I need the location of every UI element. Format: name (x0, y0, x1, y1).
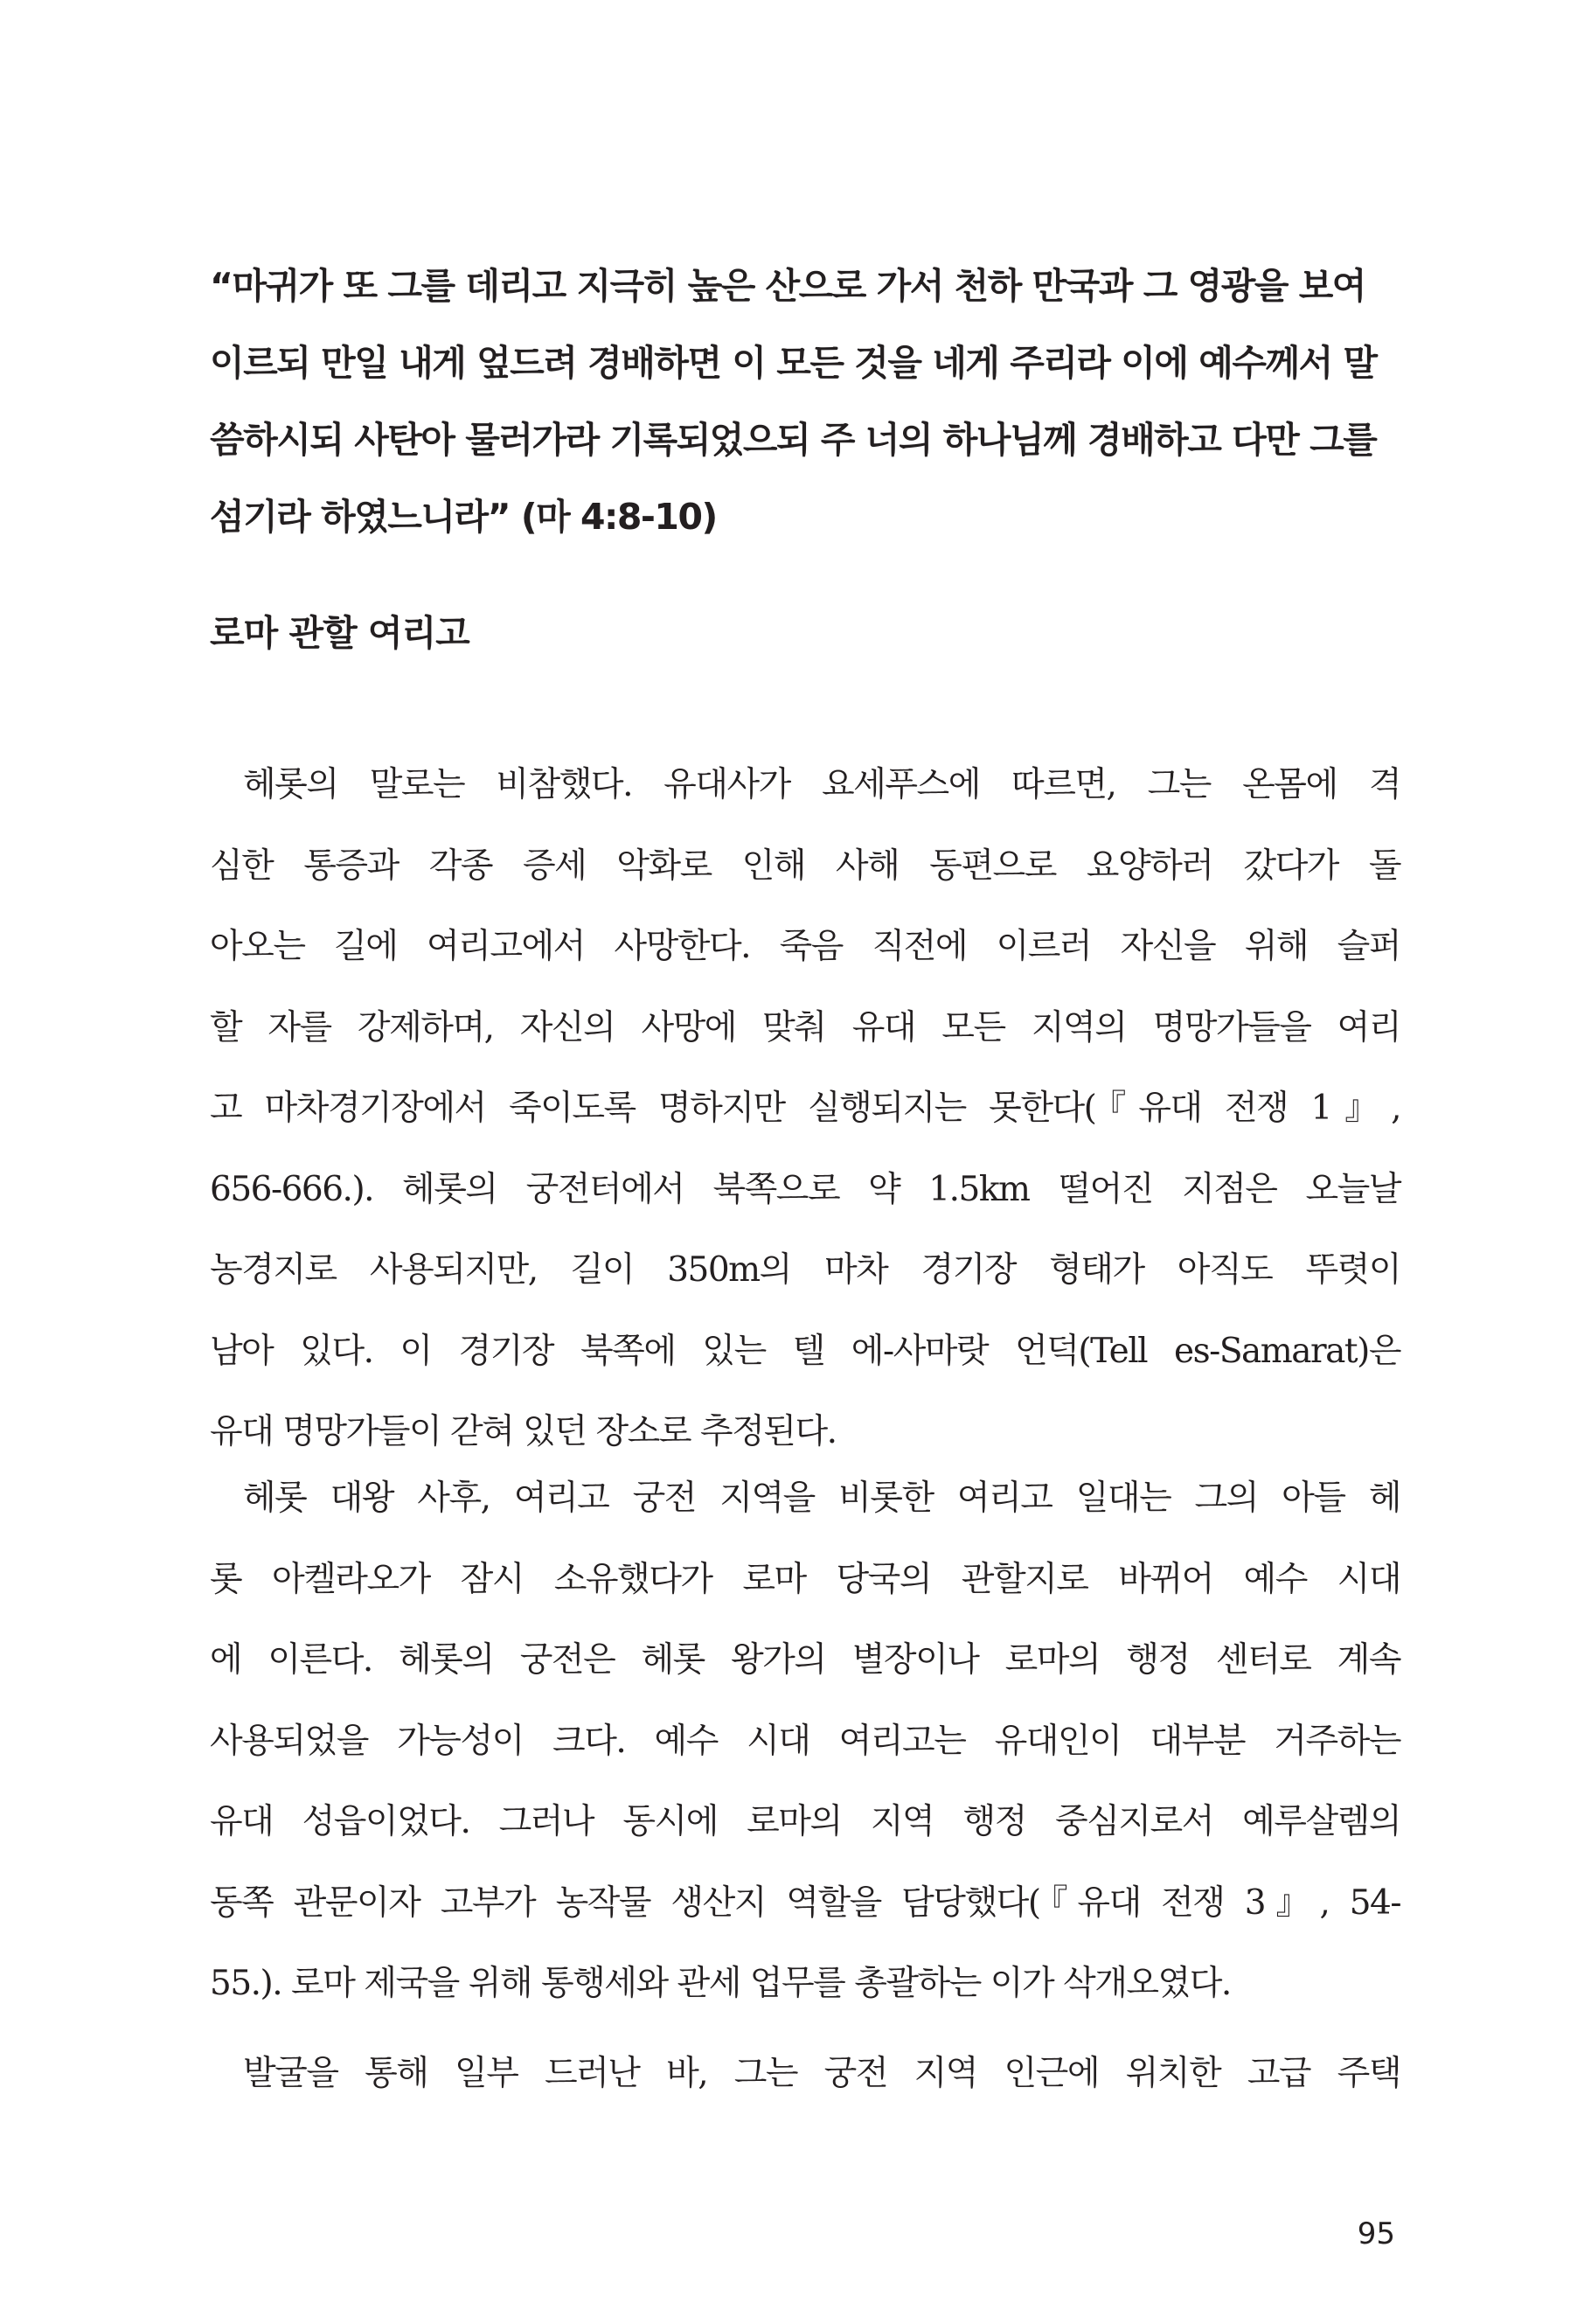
body-paragraph (210, 1458, 1400, 2025)
paragraph-line: 유대 명망가들이 갇혀 있던 장소로 추정된다. (210, 1412, 837, 1451)
body-paragraph (210, 2034, 1400, 2115)
paragraph-line: 발굴을 통해 일부 드러난 바, 그는 궁전 지역 인근에 위치한 고급 주택 (243, 2054, 1400, 2093)
quote-line: 섬기라 하였느니라” (마 4:8-10) (210, 496, 717, 538)
paragraph-line: 남아 있다. 이 경기장 북쪽에 있는 텔 에-사마랏 언덕(Tell es-Samarat)은 (210, 1331, 1400, 1371)
quote-line: 씀하시되 사탄아 물러가라 기록되었으되 주 너의 하나님께 경배하고 다만 그를 (210, 419, 1377, 461)
paragraph-line: 헤롯 대왕 사후, 여리고 궁전 지역을 비롯한 여리고 일대는 그의 아들 헤 (243, 1479, 1400, 1518)
paragraph-line: 55.). 로마 제국을 위해 통행세와 관세 업무를 총괄하는 이가 삭개오였다. (210, 1964, 1231, 2003)
paragraph-line: 동쪽 관문이자 고부가 농작물 생산지 역할을 담당했다(『유대 전쟁 3』, 54- (210, 1882, 1400, 1923)
page-number: 95 (1357, 2216, 1395, 2251)
paragraph-line: 아오는 길에 여리고에서 사망한다. 죽음 직전에 이르러 자신을 위해 슬퍼 (210, 927, 1400, 966)
paragraph-line: 656-666.). 헤롯의 궁전터에서 북쪽으로 약 1.5km 떨어진 지점은 오늘날 (210, 1169, 1400, 1209)
paragraph-line: 농경지로 사용되지만, 길이 350m의 마차 경기장 형태가 아직도 뚜렷이 (210, 1250, 1400, 1290)
paragraph-line: 할 자를 강제하며, 자신의 사망에 맞춰 유대 모든 지역의 명망가들을 여리 (210, 1007, 1400, 1047)
section-heading: 로마 관할 여리고 (210, 612, 469, 654)
paragraph-line: 사용되었을 가능성이 크다. 예수 시대 여리고는 유대인이 대부분 거주하는 (210, 1721, 1400, 1761)
quote-line: 이르되 만일 내게 엎드려 경배하면 이 모든 것을 네게 주리라 이에 예수께서 말 (210, 342, 1377, 384)
paragraph-line: 에 이른다. 헤롯의 궁전은 헤롯 왕가의 별장이나 로마의 행정 센터로 계속 (210, 1640, 1400, 1680)
paragraph-line: 고 마차경기장에서 죽이도록 명하지만 실행되지는 못한다(『유대 전쟁 1』, (210, 1089, 1400, 1128)
paragraph-line: 유대 성읍이었다. 그러나 동시에 로마의 지역 행정 중심지로서 예루살렘의 (210, 1802, 1400, 1841)
paragraph-line: 심한 통증과 각종 증세 악화로 인해 사해 동편으로 요양하러 갔다가 돌 (210, 845, 1400, 886)
paragraph-line: 헤롯의 말로는 비참했다. 유대사가 요세푸스에 따르면, 그는 온몸에 격 (243, 765, 1400, 804)
body-paragraph (210, 745, 1400, 1473)
quote-line: “마귀가 또 그를 데리고 지극히 높은 산으로 가서 천하 만국과 그 영광을 보여 (210, 265, 1365, 307)
paragraph-line: 롯 아켈라오가 잠시 소유했다가 로마 당국의 관할지로 바뀌어 예수 시대 (210, 1559, 1400, 1599)
scripture-quote (210, 247, 1399, 555)
